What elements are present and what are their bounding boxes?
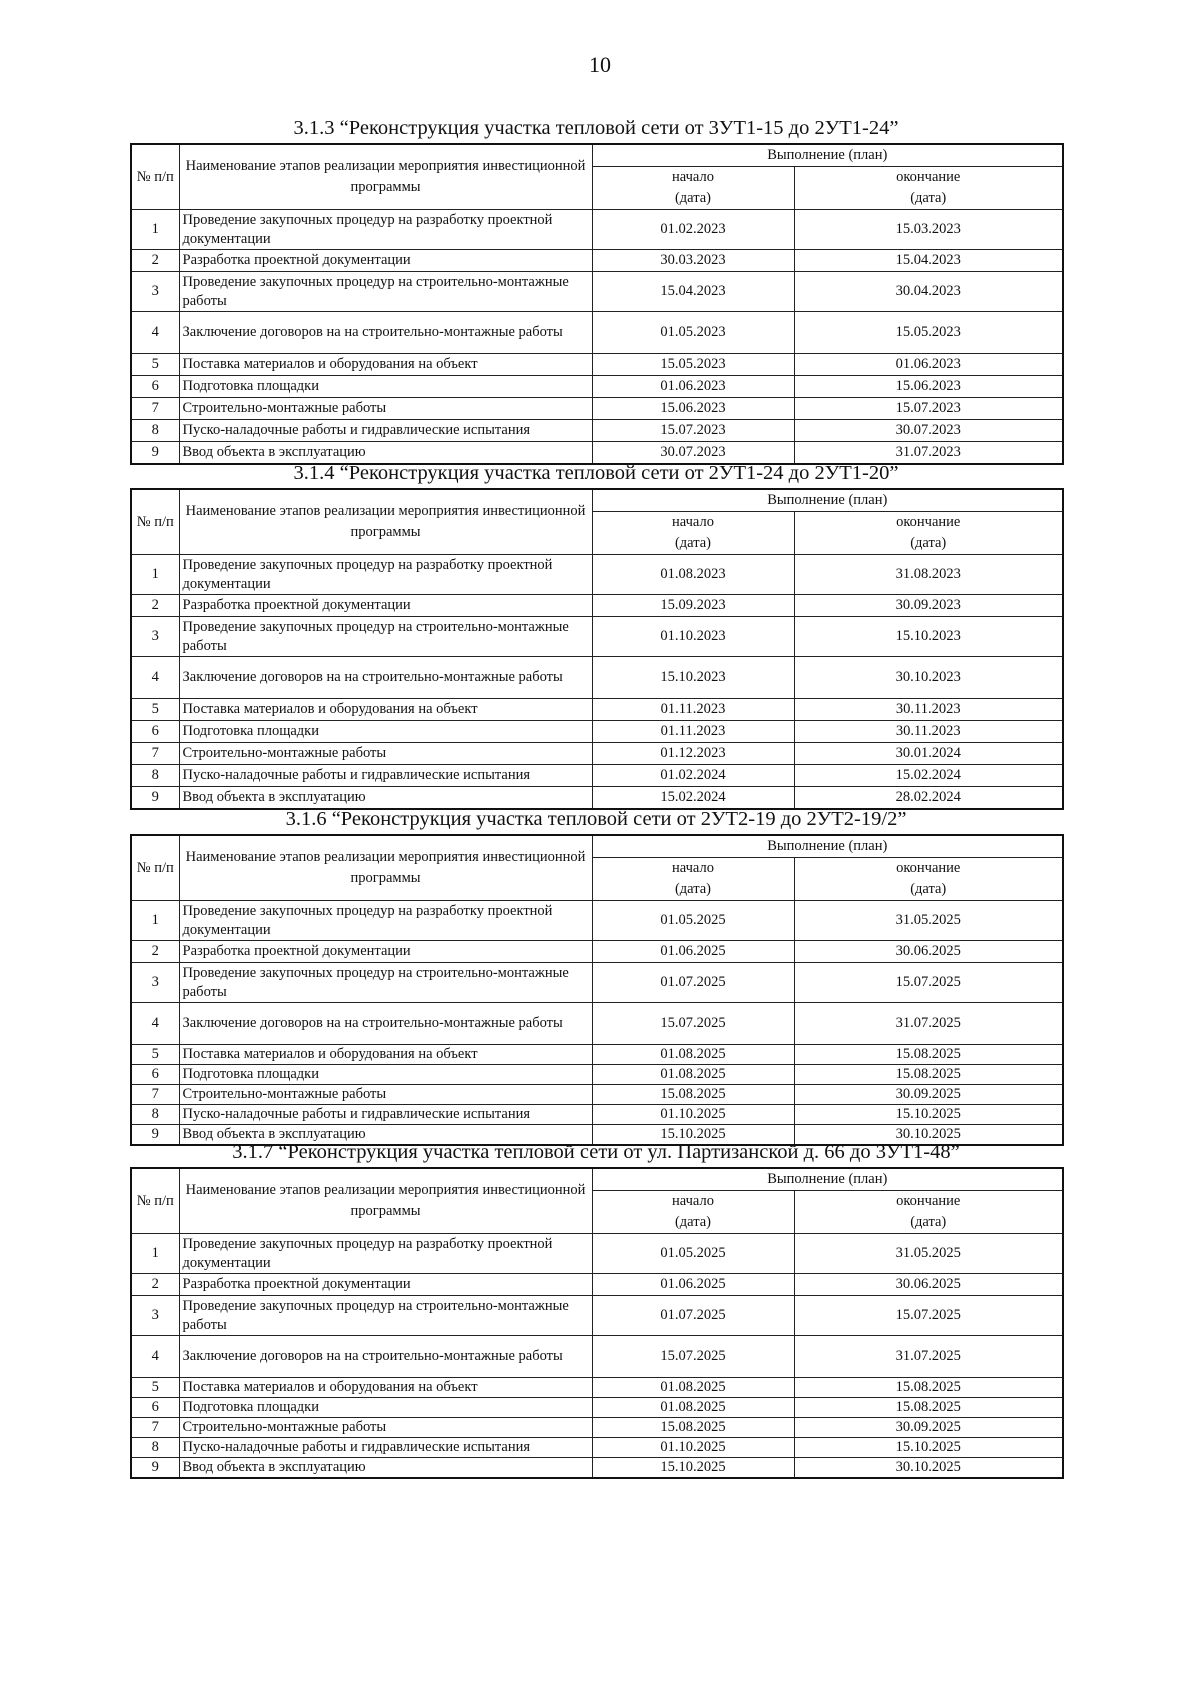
table-row bbox=[131, 250, 1063, 272]
stage-name: Заключение договоров на на строительно-монтажные работы bbox=[179, 1003, 592, 1045]
table-row bbox=[131, 941, 1063, 963]
table-row bbox=[131, 354, 1063, 376]
start-date: 15.07.2023 bbox=[592, 420, 794, 442]
stage-name: Ввод объекта в эксплуатацию bbox=[179, 1458, 592, 1479]
row-number: 7 bbox=[131, 398, 179, 420]
stage-name: Проведение закупочных процедур на разработку проектной документации bbox=[179, 210, 592, 250]
name-column-header: Наименование этапов реализации мероприятия инвестиционной программы bbox=[179, 1168, 592, 1234]
end-date: 31.05.2025 bbox=[794, 901, 1063, 941]
schedule-table bbox=[130, 143, 1064, 465]
table-header-row bbox=[131, 489, 1063, 512]
schedule-table bbox=[130, 834, 1064, 1146]
start-date: 15.04.2023 bbox=[592, 272, 794, 312]
row-number: 5 bbox=[131, 1378, 179, 1398]
table-row bbox=[131, 765, 1063, 787]
end-date: 30.09.2023 bbox=[794, 595, 1063, 617]
table-row bbox=[131, 617, 1063, 657]
start-date: 15.10.2025 bbox=[592, 1125, 794, 1146]
end-date: 15.07.2023 bbox=[794, 398, 1063, 420]
end-date: 30.06.2025 bbox=[794, 1274, 1063, 1296]
row-number: 2 bbox=[131, 941, 179, 963]
end-date: 30.11.2023 bbox=[794, 699, 1063, 721]
table-header-row bbox=[131, 1168, 1063, 1191]
table-row bbox=[131, 1438, 1063, 1458]
row-number: 8 bbox=[131, 420, 179, 442]
start-date: 01.02.2024 bbox=[592, 765, 794, 787]
table-row bbox=[131, 1336, 1063, 1378]
stage-name: Подготовка площадки bbox=[179, 1065, 592, 1085]
table-row bbox=[131, 420, 1063, 442]
row-number: 4 bbox=[131, 1336, 179, 1378]
row-number: 3 bbox=[131, 617, 179, 657]
start-date: 30.03.2023 bbox=[592, 250, 794, 272]
row-number: 8 bbox=[131, 1105, 179, 1125]
row-number: 7 bbox=[131, 1418, 179, 1438]
row-number: 1 bbox=[131, 1234, 179, 1274]
row-number: 2 bbox=[131, 1274, 179, 1296]
end-column-sublabel: (дата) bbox=[910, 190, 947, 206]
end-column-header bbox=[794, 512, 1063, 555]
stage-name: Строительно-монтажные работы bbox=[179, 743, 592, 765]
row-number: 7 bbox=[131, 743, 179, 765]
section-4 bbox=[130, 1137, 1062, 1479]
section-title: 3.1.4 “Реконструкция участка тепловой сети от 2УТ1-24 до 2УТ1-20” bbox=[293, 462, 899, 484]
start-column-sublabel: (дата) bbox=[674, 1214, 712, 1230]
row-number: 3 bbox=[131, 963, 179, 1003]
stage-name: Разработка проектной документации bbox=[179, 941, 592, 963]
stage-name: Разработка проектной документации bbox=[179, 1274, 592, 1296]
end-column-label: окончание bbox=[896, 169, 961, 185]
page-number: 10 bbox=[589, 52, 611, 77]
table-row bbox=[131, 743, 1063, 765]
stage-name: Проведение закупочных процедур на строительно-монтажные работы bbox=[179, 617, 592, 657]
row-number: 6 bbox=[131, 721, 179, 743]
name-column-header: Наименование этапов реализации мероприятия инвестиционной программы bbox=[179, 489, 592, 555]
end-date: 30.09.2025 bbox=[794, 1085, 1063, 1105]
start-column-header bbox=[592, 167, 794, 210]
stage-name: Ввод объекта в эксплуатацию bbox=[179, 787, 592, 809]
row-number: 5 bbox=[131, 699, 179, 721]
stage-name: Пуско-наладочные работы и гидравлические испытания bbox=[179, 1438, 592, 1458]
row-number: 3 bbox=[131, 272, 179, 312]
end-column-header bbox=[794, 167, 1063, 210]
end-date: 30.09.2025 bbox=[794, 1418, 1063, 1438]
stage-name: Разработка проектной документации bbox=[179, 250, 592, 272]
end-column-header bbox=[794, 1191, 1063, 1234]
section-title: 3.1.7 “Реконструкция участка тепловой сети от ул. Партизанской д. 66 до 3УТ1-48” bbox=[232, 1141, 960, 1163]
start-column-label: начало bbox=[672, 169, 714, 185]
start-date: 15.09.2023 bbox=[592, 595, 794, 617]
stage-name: Ввод объекта в эксплуатацию bbox=[179, 442, 592, 464]
start-column-sublabel: (дата) bbox=[674, 190, 712, 206]
stage-name: Проведение закупочных процедур на разработку проектной документации bbox=[179, 1234, 592, 1274]
start-date: 15.10.2023 bbox=[592, 657, 794, 699]
stage-name: Пуско-наладочные работы и гидравлические испытания bbox=[179, 765, 592, 787]
end-column-label: окончание bbox=[896, 514, 961, 530]
table-row bbox=[131, 1085, 1063, 1105]
row-number: 1 bbox=[131, 901, 179, 941]
row-number: 2 bbox=[131, 595, 179, 617]
start-date: 01.06.2023 bbox=[592, 376, 794, 398]
start-date: 01.10.2025 bbox=[592, 1105, 794, 1125]
start-column-header bbox=[592, 858, 794, 901]
row-number: 9 bbox=[131, 442, 179, 464]
table-row bbox=[131, 657, 1063, 699]
start-date: 01.12.2023 bbox=[592, 743, 794, 765]
table-row bbox=[131, 699, 1063, 721]
table-header-row bbox=[131, 835, 1063, 858]
row-number: 4 bbox=[131, 1003, 179, 1045]
start-date: 01.08.2025 bbox=[592, 1065, 794, 1085]
stage-name: Заключение договоров на на строительно-монтажные работы bbox=[179, 657, 592, 699]
end-column-sublabel: (дата) bbox=[910, 881, 947, 897]
start-date: 15.08.2025 bbox=[592, 1085, 794, 1105]
stage-name: Поставка материалов и оборудования на объект bbox=[179, 1045, 592, 1065]
end-date: 15.10.2025 bbox=[794, 1438, 1063, 1458]
end-date: 15.05.2023 bbox=[794, 312, 1063, 354]
end-date: 15.07.2025 bbox=[794, 963, 1063, 1003]
start-column-header bbox=[592, 1191, 794, 1234]
end-date: 01.06.2023 bbox=[794, 354, 1063, 376]
row-number: 9 bbox=[131, 1458, 179, 1479]
row-number: 1 bbox=[131, 210, 179, 250]
row-number: 5 bbox=[131, 354, 179, 376]
table-row bbox=[131, 721, 1063, 743]
row-number: 7 bbox=[131, 1085, 179, 1105]
start-date: 01.11.2023 bbox=[592, 699, 794, 721]
row-number: 8 bbox=[131, 1438, 179, 1458]
start-date: 15.07.2025 bbox=[592, 1336, 794, 1378]
start-date: 01.08.2023 bbox=[592, 555, 794, 595]
stage-name: Строительно-монтажные работы bbox=[179, 398, 592, 420]
stage-name: Поставка материалов и оборудования на объект bbox=[179, 699, 592, 721]
row-number: 6 bbox=[131, 376, 179, 398]
end-column-label: окончание bbox=[896, 860, 961, 876]
section-2 bbox=[130, 458, 1062, 810]
section-title: 3.1.6 “Реконструкция участка тепловой сети от 2УТ2-19 до 2УТ2-19/2” bbox=[285, 808, 907, 830]
start-date: 01.08.2025 bbox=[592, 1378, 794, 1398]
execution-column-header: Выполнение (план) bbox=[592, 1168, 1063, 1191]
end-date: 30.10.2025 bbox=[794, 1458, 1063, 1479]
row-number: 8 bbox=[131, 765, 179, 787]
start-date: 15.02.2024 bbox=[592, 787, 794, 809]
stage-name: Разработка проектной документации bbox=[179, 595, 592, 617]
row-number: 4 bbox=[131, 657, 179, 699]
end-date: 15.08.2025 bbox=[794, 1378, 1063, 1398]
stage-name: Строительно-монтажные работы bbox=[179, 1085, 592, 1105]
table-row bbox=[131, 210, 1063, 250]
execution-column-header: Выполнение (план) bbox=[592, 489, 1063, 512]
row-number: 2 bbox=[131, 250, 179, 272]
num-column-header: № п/п bbox=[131, 1168, 179, 1234]
start-date: 01.02.2023 bbox=[592, 210, 794, 250]
stage-name: Подготовка площадки bbox=[179, 1398, 592, 1418]
start-column-label: начало bbox=[672, 514, 714, 530]
end-date: 31.08.2023 bbox=[794, 555, 1063, 595]
row-number: 3 bbox=[131, 1296, 179, 1336]
start-date: 01.07.2025 bbox=[592, 1296, 794, 1336]
end-date: 15.10.2023 bbox=[794, 617, 1063, 657]
end-date: 31.05.2025 bbox=[794, 1234, 1063, 1274]
end-column-sublabel: (дата) bbox=[910, 535, 947, 551]
table-row bbox=[131, 1398, 1063, 1418]
execution-column-header: Выполнение (план) bbox=[592, 835, 1063, 858]
execution-column-header: Выполнение (план) bbox=[592, 144, 1063, 167]
stage-name: Проведение закупочных процедур на строительно-монтажные работы bbox=[179, 1296, 592, 1336]
table-header-row bbox=[131, 144, 1063, 167]
end-date: 31.07.2023 bbox=[794, 442, 1063, 464]
start-date: 01.10.2023 bbox=[592, 617, 794, 657]
stage-name: Проведение закупочных процедур на разработку проектной документации bbox=[179, 901, 592, 941]
end-date: 15.04.2023 bbox=[794, 250, 1063, 272]
row-number: 5 bbox=[131, 1045, 179, 1065]
num-column-header: № п/п bbox=[131, 489, 179, 555]
start-date: 01.11.2023 bbox=[592, 721, 794, 743]
end-date: 30.07.2023 bbox=[794, 420, 1063, 442]
table-row bbox=[131, 1003, 1063, 1045]
end-column-sublabel: (дата) bbox=[910, 1214, 947, 1230]
table-row bbox=[131, 1418, 1063, 1438]
table-row bbox=[131, 1234, 1063, 1274]
name-column-header: Наименование этапов реализации мероприятия инвестиционной программы bbox=[179, 144, 592, 210]
start-date: 01.10.2025 bbox=[592, 1438, 794, 1458]
section-title: 3.1.3 “Реконструкция участка тепловой сети от 3УТ1-15 до 2УТ1-24” bbox=[293, 117, 899, 139]
start-date: 01.05.2025 bbox=[592, 901, 794, 941]
start-date: 01.06.2025 bbox=[592, 941, 794, 963]
end-column-label: окончание bbox=[896, 1193, 961, 1209]
start-column-sublabel: (дата) bbox=[674, 535, 712, 551]
end-date: 28.02.2024 bbox=[794, 787, 1063, 809]
end-date: 30.04.2023 bbox=[794, 272, 1063, 312]
table-row bbox=[131, 1296, 1063, 1336]
end-date: 15.02.2024 bbox=[794, 765, 1063, 787]
start-column-sublabel: (дата) bbox=[674, 881, 712, 897]
start-date: 01.05.2025 bbox=[592, 1234, 794, 1274]
start-date: 01.08.2025 bbox=[592, 1045, 794, 1065]
start-column-label: начало bbox=[672, 860, 714, 876]
end-date: 31.07.2025 bbox=[794, 1336, 1063, 1378]
stage-name: Строительно-монтажные работы bbox=[179, 1418, 592, 1438]
table-row bbox=[131, 595, 1063, 617]
start-date: 15.06.2023 bbox=[592, 398, 794, 420]
start-date: 01.05.2023 bbox=[592, 312, 794, 354]
table-row bbox=[131, 376, 1063, 398]
stage-name: Заключение договоров на на строительно-монтажные работы bbox=[179, 1336, 592, 1378]
table-row bbox=[131, 1274, 1063, 1296]
start-date: 01.07.2025 bbox=[592, 963, 794, 1003]
row-number: 9 bbox=[131, 787, 179, 809]
end-column-header bbox=[794, 858, 1063, 901]
end-date: 15.07.2025 bbox=[794, 1296, 1063, 1336]
start-date: 15.07.2025 bbox=[592, 1003, 794, 1045]
stage-name: Проведение закупочных процедур на строительно-монтажные работы bbox=[179, 272, 592, 312]
end-date: 30.01.2024 bbox=[794, 743, 1063, 765]
table-row bbox=[131, 398, 1063, 420]
start-date: 15.08.2025 bbox=[592, 1418, 794, 1438]
end-date: 31.07.2025 bbox=[794, 1003, 1063, 1045]
row-number: 6 bbox=[131, 1398, 179, 1418]
table-row bbox=[131, 312, 1063, 354]
section-3 bbox=[130, 804, 1062, 1146]
end-date: 15.08.2025 bbox=[794, 1065, 1063, 1085]
section-1 bbox=[130, 113, 1062, 465]
end-date: 30.10.2023 bbox=[794, 657, 1063, 699]
start-date: 01.08.2025 bbox=[592, 1398, 794, 1418]
table-row bbox=[131, 963, 1063, 1003]
row-number: 4 bbox=[131, 312, 179, 354]
end-date: 15.10.2025 bbox=[794, 1105, 1063, 1125]
start-column-header bbox=[592, 512, 794, 555]
num-column-header: № п/п bbox=[131, 835, 179, 901]
row-number: 1 bbox=[131, 555, 179, 595]
stage-name: Поставка материалов и оборудования на объект bbox=[179, 354, 592, 376]
start-date: 15.05.2023 bbox=[592, 354, 794, 376]
table-row bbox=[131, 1458, 1063, 1479]
stage-name: Поставка материалов и оборудования на объект bbox=[179, 1378, 592, 1398]
stage-name: Проведение закупочных процедур на строительно-монтажные работы bbox=[179, 963, 592, 1003]
schedule-table bbox=[130, 1167, 1064, 1479]
end-date: 30.10.2025 bbox=[794, 1125, 1063, 1146]
name-column-header: Наименование этапов реализации мероприятия инвестиционной программы bbox=[179, 835, 592, 901]
stage-name: Проведение закупочных процедур на разработку проектной документации bbox=[179, 555, 592, 595]
schedule-table bbox=[130, 488, 1064, 810]
end-date: 15.03.2023 bbox=[794, 210, 1063, 250]
end-date: 15.08.2025 bbox=[794, 1045, 1063, 1065]
table-row bbox=[131, 1065, 1063, 1085]
table-row bbox=[131, 1378, 1063, 1398]
start-column-label: начало bbox=[672, 1193, 714, 1209]
end-date: 30.06.2025 bbox=[794, 941, 1063, 963]
table-row bbox=[131, 901, 1063, 941]
stage-name: Пуско-наладочные работы и гидравлические испытания bbox=[179, 1105, 592, 1125]
stage-name: Подготовка площадки bbox=[179, 721, 592, 743]
stage-name: Подготовка площадки bbox=[179, 376, 592, 398]
end-date: 15.08.2025 bbox=[794, 1398, 1063, 1418]
start-date: 01.06.2025 bbox=[592, 1274, 794, 1296]
table-row bbox=[131, 1045, 1063, 1065]
row-number: 9 bbox=[131, 1125, 179, 1146]
table-row bbox=[131, 555, 1063, 595]
stage-name: Пуско-наладочные работы и гидравлические испытания bbox=[179, 420, 592, 442]
stage-name: Заключение договоров на на строительно-монтажные работы bbox=[179, 312, 592, 354]
stage-name: Ввод объекта в эксплуатацию bbox=[179, 1125, 592, 1146]
table-row bbox=[131, 272, 1063, 312]
row-number: 6 bbox=[131, 1065, 179, 1085]
end-date: 15.06.2023 bbox=[794, 376, 1063, 398]
num-column-header: № п/п bbox=[131, 144, 179, 210]
start-date: 15.10.2025 bbox=[592, 1458, 794, 1479]
start-date: 30.07.2023 bbox=[592, 442, 794, 464]
end-date: 30.11.2023 bbox=[794, 721, 1063, 743]
table-row bbox=[131, 1105, 1063, 1125]
